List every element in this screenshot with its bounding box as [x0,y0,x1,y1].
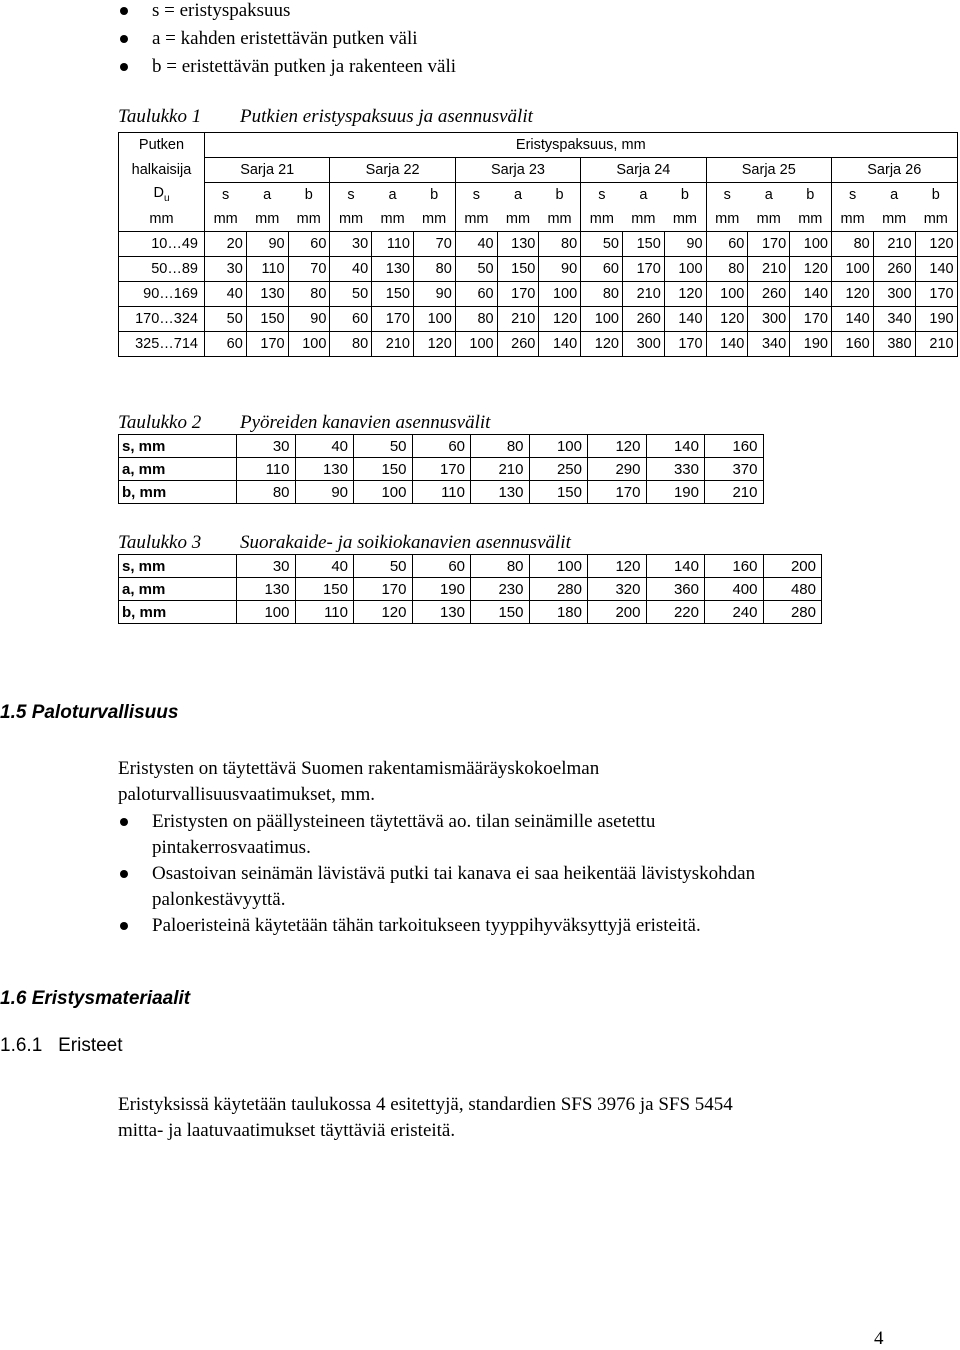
table1-cell: 210 [372,332,414,357]
table1-cell: 170 [790,307,832,332]
table2-cell: 30 [237,435,296,458]
table1-cell: 210 [622,282,664,307]
table1-cell: 140 [831,307,873,332]
table3-cell: 180 [529,601,588,624]
subsection-heading-1-6-1: 1.6.1 Eristeet [0,1035,123,1056]
table1-cell: 170 [372,307,414,332]
table1-header-cell: mm [119,207,205,232]
table3-cell: 220 [646,601,705,624]
du-subscript: u [163,193,170,205]
table1-cell: 100 [706,282,748,307]
bullet-line-2: pintakerrosvaatimus. [152,837,311,858]
table1-header-row-3 [119,183,958,208]
table3-cell: 80 [471,555,530,578]
table1-row-label: 325…714 [119,332,205,357]
table1-cell: 80 [413,257,455,282]
table1-series-header: Sarja 22 [330,158,455,183]
table1-cell: 80 [831,232,873,257]
table3-cell: 130 [412,601,471,624]
table2-caption-label: Taulukko 2 [118,412,202,433]
table1-cell: 170 [748,232,790,257]
table1-cell: 170 [915,282,957,307]
table1-cell: 80 [539,232,581,257]
bullet-dot-icon [120,818,128,826]
table3-cell: 160 [705,555,764,578]
table1-row-label: 50…89 [119,257,205,282]
table1-cell: 170 [246,332,288,357]
table1-sab-header: s [222,187,230,203]
table1-unit-header: mm [539,207,581,232]
table1-series-header: Sarja 21 [205,158,330,183]
table2-cell: 100 [529,435,588,458]
table1-header-cell: Eristyspaksuus, mm [205,133,958,158]
table2-row-label: b, mm [119,481,237,504]
table2-cell: 40 [295,435,354,458]
table1-sab-header: a [388,187,397,203]
table1-cell: 120 [915,232,957,257]
table1-unit-header: mm [372,207,414,232]
table1-cell: 300 [622,332,664,357]
table1-cell: 120 [539,307,581,332]
table1-unit-header: mm [246,207,288,232]
table1-cell: 80 [288,282,330,307]
table2-cell: 150 [354,458,413,481]
table1-cell: 130 [372,257,414,282]
table1-cell: 40 [205,282,247,307]
table3-cell: 100 [237,601,296,624]
table1-unit-header: mm [622,207,664,232]
table1-sab-header: a [263,187,272,203]
table-row [119,332,958,357]
table2-cell: 210 [471,458,530,481]
table1-unit-header: mm [205,207,247,232]
table1-cell: 120 [790,257,832,282]
bullet-text: a = kahden eristettävän putken väli [152,28,418,49]
table1-cell: 140 [790,282,832,307]
table1-cell: 120 [706,307,748,332]
table1-unit-header: mm [831,207,873,232]
page-number: 4 [874,1328,884,1349]
table3-caption-label: Taulukko 3 [118,532,202,553]
table1-sab-header: a [513,187,523,203]
bullet-line-1: Eristysten on päällysteineen täytettävä ao. tilan seinämille asetettu [152,811,656,832]
table1-cell: 150 [246,307,288,332]
table3-cell: 60 [412,555,471,578]
table1-row-label: 10…49 [119,232,205,257]
table-row [119,257,958,282]
table1-cell: 50 [455,257,497,282]
table2-cell: 130 [295,458,354,481]
table1-cell: 60 [706,232,748,257]
section-1-6-para-line-1: Eristyksissä käytetään taulukossa 4 esitettyjä, standardien SFS 3976 ja SFS 5454 [118,1094,733,1115]
table-row [119,578,822,601]
table1-cell: 140 [706,332,748,357]
table1-cell: 120 [831,282,873,307]
table1-sab-header: a [639,187,648,203]
table3-row-label: a, mm [119,578,237,601]
table2-cell: 250 [529,458,588,481]
table1-header-cell: halkaisija [119,158,205,183]
bullet-dot-icon [120,35,128,43]
table1-series-header: Sarja 23 [455,158,580,183]
table1-cell: 260 [622,307,664,332]
table1-header-row-1 [119,133,958,158]
table1-cell: 160 [831,332,873,357]
table-row [119,601,822,624]
table1-unit-header: mm [664,207,706,232]
table-row [119,307,958,332]
bullet-text: b = eristettävän putken ja rakenteen väli [152,56,457,77]
table1-cell: 100 [288,332,330,357]
bullet-dot-icon [120,870,128,878]
table1-unit-header: mm [455,207,497,232]
table1-cell: 340 [748,332,790,357]
bullet-line-1: Paloeristeinä käytetään tähän tarkoitukseen tyyppihyväksyttyjä eristeitä. [152,915,701,936]
table-row [119,282,958,307]
table1-cell: 170 [497,282,539,307]
table1-cell: 260 [873,257,915,282]
table1-cell: 50 [205,307,247,332]
table1-unit-header: mm [413,207,455,232]
table3-cell: 150 [295,578,354,601]
table1-unit-header: mm [873,207,915,232]
table1-cell: 100 [831,257,873,282]
table1-cell: 80 [581,282,623,307]
table1-sab-header: a [764,187,773,203]
table1-cell: 100 [539,282,581,307]
table1-header-cell [119,183,205,208]
bullet-line-2: palonkestävyyttä. [152,889,286,910]
table1-cell: 130 [246,282,288,307]
table1-sab-header: b [664,183,706,208]
table1-header-row-4 [119,207,958,232]
table2-cell: 150 [529,481,588,504]
table1-sab-header: b [539,183,581,208]
table1-cell: 150 [497,257,539,282]
table1-sab-header: s [848,187,857,203]
table1-cell: 110 [246,257,288,282]
table1-sab-header: b [915,183,957,208]
table3-cell: 170 [354,578,413,601]
table2-cell: 210 [705,481,764,504]
table1-unit-header: mm [706,207,748,232]
table3-row-label: s, mm [119,555,237,578]
table2-cell: 190 [646,481,705,504]
table1-sab-header: a [890,187,899,203]
table1-unit-header: mm [915,207,957,232]
table1-header-row-2 [119,158,958,183]
table1-cell: 30 [205,257,247,282]
table1-row-label: 90…169 [119,282,205,307]
table2-cell: 50 [354,435,413,458]
table-row [119,232,958,257]
table-1 [118,132,958,357]
table3-caption-title: Suorakaide- ja soikiokanavien asennusvälit [240,532,571,553]
table1-cell: 120 [413,332,455,357]
table1-cell: 20 [205,232,247,257]
table1-series-header: Sarja 26 [831,158,957,183]
table1-cell: 80 [455,307,497,332]
table1-cell: 120 [664,282,706,307]
bullet-line-1: Osastoivan seinämän lävistävä putki tai kanava ei saa heikentää lävistyskohdan [152,863,756,884]
table1-cell: 260 [497,332,539,357]
table1-cell: 60 [205,332,247,357]
table1-sab-header: s [723,187,731,203]
table1-cell: 110 [372,232,414,257]
table1-cell: 60 [288,232,330,257]
table1-cell: 380 [873,332,915,357]
table1-cell: 300 [873,282,915,307]
table1-unit-header: mm [288,207,330,232]
table-2 [118,434,764,504]
table1-cell: 140 [664,307,706,332]
table1-caption [118,106,533,128]
table3-cell: 280 [763,601,822,624]
table-row [119,481,764,504]
table-row [119,435,764,458]
table2-cell: 170 [588,481,647,504]
table1-caption-label: Taulukko 1 [118,106,202,127]
table1-cell: 340 [873,307,915,332]
table1-sab-header: s [347,187,355,203]
section-1-6-para-line-2: mitta- ja laatuvaatimukset täyttäviä eristeitä. [118,1120,456,1141]
table2-cell: 130 [471,481,530,504]
table1-sab-header: s [472,187,481,203]
table1-sab-header: s [598,187,606,203]
section-heading-1-6: 1.6 Eristysmateriaalit [0,988,191,1009]
table1-unit-header: mm [330,207,372,232]
table1-series-header: Sarja 24 [581,158,706,183]
table1-cell: 50 [330,282,372,307]
table1-cell: 210 [497,307,539,332]
table3-cell: 190 [412,578,471,601]
table3-cell: 140 [646,555,705,578]
table1-sab-header: b [413,183,455,208]
table3-cell: 150 [471,601,530,624]
table2-cell: 290 [588,458,647,481]
table2-cell: 80 [237,481,296,504]
table2-cell: 160 [705,435,764,458]
table1-unit-header: mm [790,207,832,232]
table1-sab-header: b [288,183,330,208]
table1-cell: 210 [748,257,790,282]
table1-cell: 100 [455,332,497,357]
table1-cell: 150 [372,282,414,307]
section-1-5-intro-line-1: Eristysten on täytettävä Suomen rakentamismääräyskokoelman [118,758,600,779]
bullet-dot-icon [120,922,128,930]
section-1-5-intro-line-2: paloturvallisuusvaatimukset, mm. [118,784,375,805]
table2-cell: 140 [646,435,705,458]
section-heading-1-5: 1.5 Paloturvallisuus [0,702,179,723]
bullet-text: s = eristyspaksuus [152,0,291,21]
table1-cell: 100 [581,307,623,332]
table3-cell: 200 [588,601,647,624]
du-symbol: D [153,185,164,202]
table2-cell: 80 [471,435,530,458]
table1-cell: 90 [664,232,706,257]
table1-cell: 80 [330,332,372,357]
table2-cell: 90 [295,481,354,504]
table1-unit-header: mm [748,207,790,232]
table-row [119,458,764,481]
table1-header-cell: Putken [119,133,205,158]
table-3 [118,554,822,624]
table2-caption-title: Pyöreiden kanavien asennusvälit [240,412,491,433]
table1-cell: 210 [873,232,915,257]
table2-cell: 110 [412,481,471,504]
table2-cell: 100 [354,481,413,504]
table1-cell: 170 [622,257,664,282]
table1-cell: 90 [246,232,288,257]
table1-cell: 100 [790,232,832,257]
table1-cell: 60 [581,257,623,282]
table1-cell: 70 [288,257,330,282]
table2-cell: 60 [412,435,471,458]
table3-cell: 320 [588,578,647,601]
table-row [119,555,822,578]
table3-caption [118,532,571,554]
table1-sab-header: b [790,183,832,208]
table3-cell: 230 [471,578,530,601]
table3-row-label: b, mm [119,601,237,624]
table1-cell: 300 [748,307,790,332]
table2-cell: 370 [705,458,764,481]
table1-unit-header: mm [581,207,623,232]
table2-cell: 330 [646,458,705,481]
table1-cell: 50 [581,232,623,257]
table3-cell: 130 [237,578,296,601]
table3-cell: 40 [295,555,354,578]
table1-cell: 70 [413,232,455,257]
table1-cell: 130 [497,232,539,257]
table3-cell: 120 [588,555,647,578]
table2-row-label: a, mm [119,458,237,481]
table1-series-header: Sarja 25 [706,158,831,183]
table1-cell: 190 [790,332,832,357]
table3-cell: 240 [705,601,764,624]
table1-cell: 260 [748,282,790,307]
table1-cell: 100 [664,257,706,282]
table1-cell: 40 [455,232,497,257]
table1-cell: 100 [413,307,455,332]
table1-cell: 90 [539,257,581,282]
table1-cell: 90 [413,282,455,307]
table3-cell: 400 [705,578,764,601]
table1-unit-header: mm [497,207,539,232]
table2-cell: 170 [412,458,471,481]
table1-row-label: 170…324 [119,307,205,332]
table1-cell: 30 [330,232,372,257]
table3-cell: 480 [763,578,822,601]
table1-cell: 210 [915,332,957,357]
table2-caption [118,412,491,434]
table3-cell: 100 [529,555,588,578]
table1-cell: 150 [622,232,664,257]
table1-cell: 140 [915,257,957,282]
bullet-dot-icon [120,63,128,71]
table1-cell: 40 [330,257,372,282]
table1-cell: 170 [664,332,706,357]
table3-cell: 360 [646,578,705,601]
table3-cell: 120 [354,601,413,624]
table1-cell: 80 [706,257,748,282]
table1-cell: 90 [288,307,330,332]
table2-cell: 110 [237,458,296,481]
table2-cell: 120 [588,435,647,458]
table2-row-label: s, mm [119,435,237,458]
table1-cell: 140 [539,332,581,357]
bullet-dot-icon [120,7,128,15]
table3-cell: 30 [237,555,296,578]
table3-cell: 110 [295,601,354,624]
table3-cell: 200 [763,555,822,578]
table3-cell: 280 [529,578,588,601]
table1-cell: 190 [915,307,957,332]
table3-cell: 50 [354,555,413,578]
table1-cell: 60 [330,307,372,332]
table1-cell: 120 [581,332,623,357]
table1-caption-title: Putkien eristyspaksuus ja asennusvälit [240,106,533,127]
table1-cell: 60 [455,282,497,307]
